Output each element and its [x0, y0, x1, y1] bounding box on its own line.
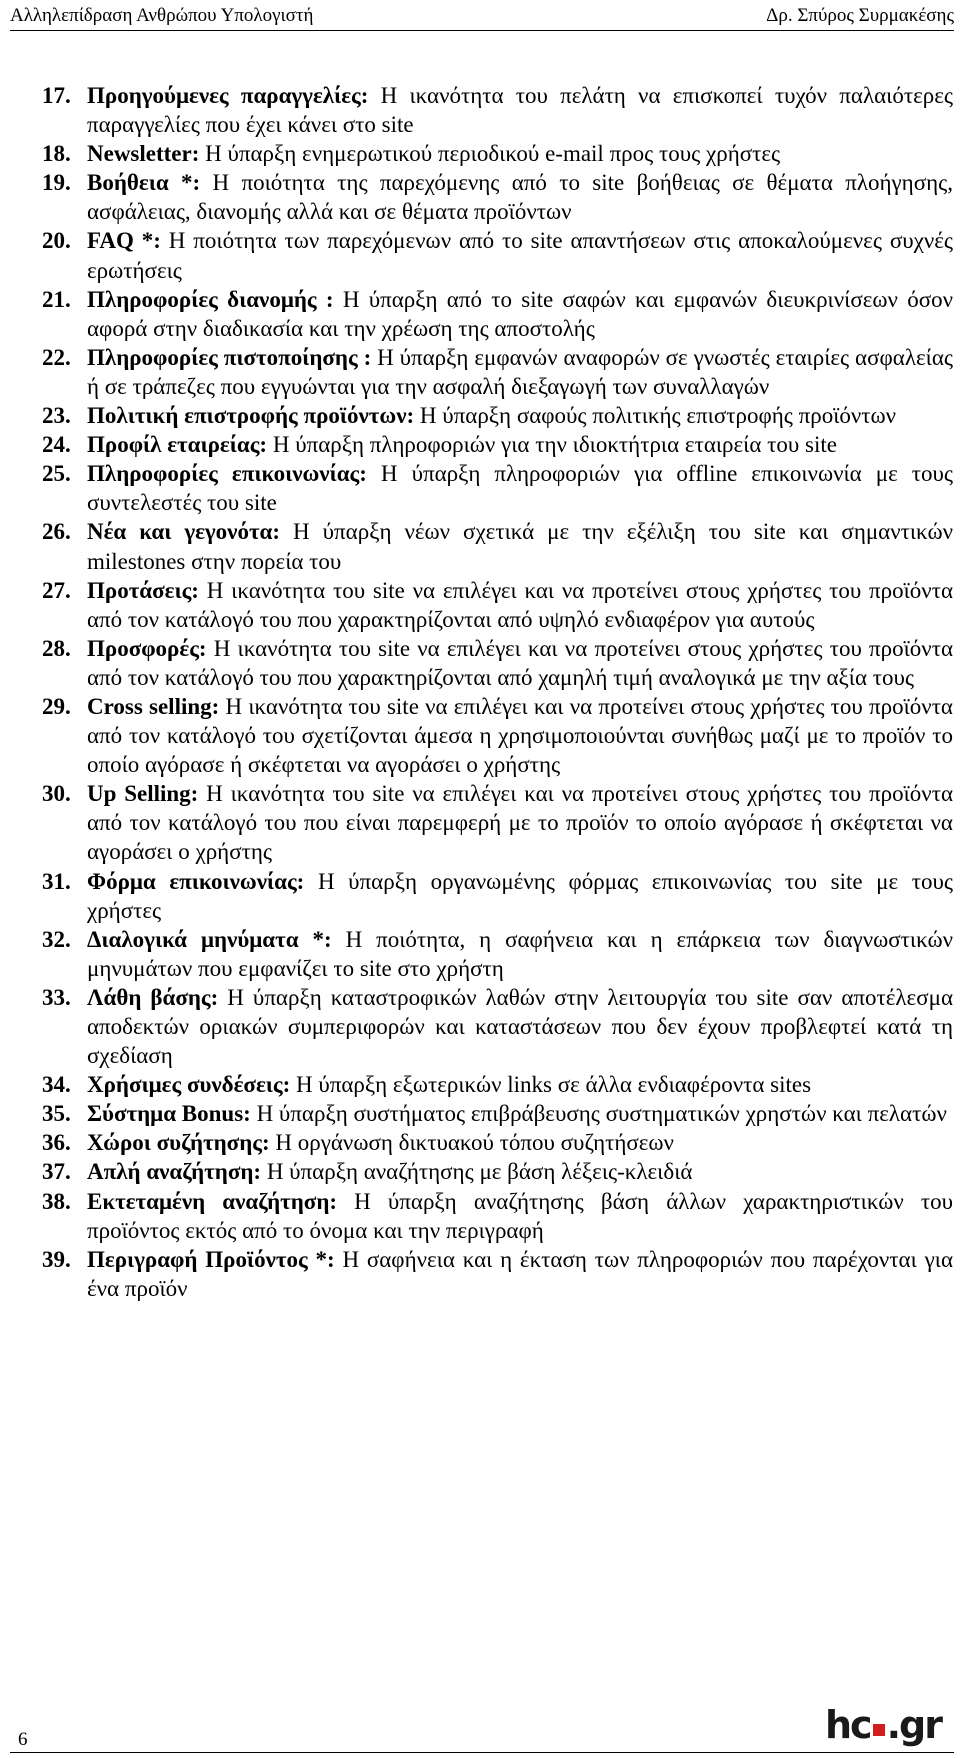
logo-text-left: hc: [825, 1703, 871, 1747]
item-description: Η ύπαρξη σαφούς πολιτικής επιστροφής προϊόντων: [414, 403, 897, 429]
item-body: [87, 779, 953, 866]
item-number: 18.: [42, 141, 71, 167]
item-number: 24.: [42, 432, 71, 458]
item-description: Η ύπαρξη ενημερωτικού περιοδικού e-mail προς τους χρήστες: [199, 141, 781, 167]
item-description: Η ύπαρξη συστήματος επιβράβευσης συστηματικών χρηστών και πελατών: [250, 1101, 947, 1127]
item-number: 37.: [42, 1159, 71, 1185]
item-body: [87, 430, 953, 459]
item-description: Η ύπαρξη νέων σχετικά με την εξέλιξη του site και σημαντικών milestones στην πορεία του: [87, 519, 953, 574]
item-term: Πληροφορίες πιστοποίησης :: [87, 344, 372, 370]
list-item: [42, 867, 953, 925]
item-term: Φόρμα επικοινωνίας:: [87, 868, 305, 894]
item-term: Χώροι συζήτησης:: [87, 1130, 270, 1156]
item-description: Η ποιότητα των παρεχόμενων από το site απαντήσεων στις αποκαλούμενες συχνές ερωτήσεις: [87, 228, 953, 283]
item-number: 38.: [42, 1188, 71, 1214]
item-term: Σύστημα Bonus:: [87, 1101, 251, 1127]
item-body: [87, 226, 953, 284]
item-term: Πληροφορίες διανομής :: [87, 286, 334, 312]
item-body: [87, 1157, 953, 1186]
list-item: [42, 576, 953, 634]
item-body: [87, 1070, 953, 1099]
item-term: Cross selling:: [87, 693, 220, 719]
item-term: FAQ *:: [87, 228, 161, 254]
list-item: [42, 139, 953, 168]
list-item: [42, 226, 953, 284]
list-item: [42, 168, 953, 226]
item-number: 19.: [42, 170, 71, 196]
item-number: 21.: [42, 286, 71, 312]
item-body: [87, 983, 953, 1070]
item-description: Η ύπαρξη εξωτερικών links σε άλλα ενδιαφέροντα sites: [290, 1072, 812, 1098]
author-name: Δρ. Σπύρος Συρμακέσης: [766, 5, 954, 26]
item-number: 17.: [42, 83, 71, 108]
item-number: 23.: [42, 403, 71, 429]
item-body: [87, 925, 953, 983]
list-item: [42, 430, 953, 459]
item-body: [87, 1187, 953, 1245]
item-number: 30.: [42, 781, 71, 807]
item-body: [87, 401, 953, 430]
item-body: [87, 1128, 953, 1157]
item-body: [87, 692, 953, 779]
item-description: Η σαφήνεια και η έκταση των πληροφοριών που παρέχονται για ένα προϊόν: [87, 1246, 953, 1301]
item-body: [87, 139, 953, 168]
item-number: 35.: [42, 1101, 71, 1127]
item-term: Διαλογικά μηνύματα *:: [87, 926, 332, 952]
item-term: Πληροφορίες επικοινωνίας:: [87, 461, 367, 487]
item-body: [87, 285, 953, 343]
item-description: Η ποιότητα, η σαφήνεια και η επάρκεια των διαγνωστικών μηνυμάτων που εμφανίζει το site στο χρήστη: [87, 926, 953, 981]
list-item: [42, 1245, 953, 1303]
item-number: 32.: [42, 926, 71, 952]
item-number: 26.: [42, 519, 71, 545]
page-number: 6: [18, 1729, 28, 1750]
item-number: 34.: [42, 1072, 71, 1098]
item-term: Up Selling:: [87, 781, 199, 807]
item-term: Βοήθεια *:: [87, 170, 201, 196]
item-term: Προτάσεις:: [87, 577, 199, 603]
list-item: [42, 401, 953, 430]
item-term: Λάθη βάσης:: [87, 984, 219, 1010]
list-item: [42, 1187, 953, 1245]
item-body: [87, 634, 953, 692]
criteria-list: [42, 81, 953, 1303]
item-description: Η ύπαρξη καταστροφικών λαθών στην λειτουργία του site σαν αποτέλεσμα αποδεκτών οριακών συμπεριφορών και καταστάσεων που δεν έχουν προβλεφτεί κατά τη σχεδίαση: [87, 984, 954, 1069]
list-item: [42, 81, 953, 139]
item-description: Η ύπαρξη αναζήτησης βάση άλλων χαρακτηριστικών του προϊόντος εκτός από το όνομα και την περιγραφή: [87, 1188, 954, 1243]
item-body: [87, 81, 953, 139]
item-description: Η ικανότητα του site να επιλέγει και να προτείνει στους χρήστες του προϊόντα από τον κατάλογό του που χαρακτηρίζονται από υψηλό ενδιαφέρον για αυτούς: [87, 577, 953, 632]
list-item: [42, 779, 953, 866]
item-description: Η οργάνωση δικτυακού τόπου συζητήσεων: [269, 1130, 674, 1156]
item-number: 36.: [42, 1130, 71, 1156]
item-number: 39.: [42, 1246, 71, 1272]
course-title: Αλληλεπίδραση Ανθρώπου Υπολογιστή: [10, 5, 314, 26]
item-description: Η ύπαρξη πληροφοριών για offline επικοινωνία με τους συντελεστές του site: [87, 461, 953, 516]
list-item: [42, 1099, 953, 1128]
list-item: [42, 1070, 953, 1099]
item-body: [87, 459, 953, 517]
item-number: 20.: [42, 228, 71, 254]
item-term: Περιγραφή Προϊόντος *:: [87, 1246, 335, 1272]
item-number: 22.: [42, 344, 71, 370]
list-item: [42, 1157, 953, 1186]
item-description: Η ικανότητα του site να επιλέγει και να προτείνει στους χρήστες του προϊόντα από τον κατάλογό του που χαρακτηρίζονται από χαμηλή τιμή αναλογικά με την αξία τους: [87, 635, 953, 690]
item-term: Νέα και γεγονότα:: [87, 519, 281, 545]
item-description: Η ύπαρξη πληροφοριών για την ιδιοκτήτρια εταιρεία του site: [267, 432, 837, 458]
item-term: Χρήσιμες συνδέσεις:: [87, 1072, 291, 1098]
item-description: Η ύπαρξη αναζήτησης με βάση λέξεις-κλειδιά: [261, 1159, 693, 1185]
item-body: [87, 343, 953, 401]
item-number: 31.: [42, 868, 71, 894]
item-body: [87, 1099, 953, 1128]
item-description: Η ύπαρξη από το site σαφών και εμφανών διευκρινίσεων όσον αφορά στην διαδικασία και την χρέωση της αποστολής: [87, 286, 953, 341]
item-description: Η ικανότητα του site να επιλέγει και να προτείνει στους χρήστες του προϊόντα από τον κατάλογό του που είναι παρεμφερή με το προϊόν το οποίο αγόρασε ή σκέφτεται να αγοράσει ο χρήστης: [87, 781, 953, 865]
footer-divider: [10, 1752, 954, 1753]
item-description: Η ύπαρξη εμφανών αναφορών σε γνωστές εταιρίες ασφαλείας ή σε τράπεζες που εγγυώνται για την ασφαλή διεξαγωγή των συναλλαγών: [87, 344, 953, 399]
item-number: 29.: [42, 693, 71, 719]
item-description: Η ύπαρξη οργανωμένης φόρμας επικοινωνίας του site με τους χρήστες: [87, 868, 953, 923]
item-term: Εκτεταμένη αναζήτηση:: [87, 1188, 338, 1214]
item-term: Newsletter:: [87, 141, 200, 167]
list-item: [42, 459, 953, 517]
item-description: Η ποιότητα της παρεχόμενης από το site βοήθειας σε θέματα πλοήγησης, ασφάλειας, διανομής αλλά και σε θέματα προϊόντων: [87, 170, 953, 225]
item-body: [87, 867, 953, 925]
logo-dot-icon: [873, 1724, 885, 1736]
item-body: [87, 1245, 953, 1303]
item-number: 25.: [42, 461, 71, 487]
logo-text-right: .gr: [886, 1703, 941, 1747]
item-term: Πολιτική επιστροφής προϊόντων:: [87, 403, 415, 429]
item-description: Η ικανότητα του site να επιλέγει και να προτείνει στους χρήστες του προϊόντα από τον κατάλογό του σχετίζονται άμεσα η χρησιμοποιούνται συνήθως μαζί με το προϊόν το οποίο αγόρασε ή σκέφτεται να αγοράσει ο χρήστης: [87, 693, 953, 778]
item-body: [87, 517, 953, 575]
list-item: [42, 517, 953, 575]
hci-gr-logo: [825, 1703, 955, 1747]
list-item: [42, 285, 953, 343]
item-term: Προσφορές:: [87, 635, 207, 661]
item-number: 27.: [42, 577, 71, 603]
item-term: Προφίλ εταιρείας:: [87, 432, 268, 458]
item-body: [87, 576, 953, 634]
item-term: Απλή αναζήτηση:: [87, 1159, 262, 1185]
item-body: [87, 168, 953, 226]
item-number: 28.: [42, 635, 71, 661]
item-number: 33.: [42, 984, 71, 1010]
list-item: [42, 925, 953, 983]
list-item: [42, 692, 953, 779]
item-description: Η ικανότητα του πελάτη να επισκοπεί τυχόν παλαιότερες παραγγελίες που έχει κάνει στο site: [87, 83, 953, 138]
list-item: [42, 1128, 953, 1157]
list-item: [42, 634, 953, 692]
item-term: Προηγούμενες παραγγελίες:: [87, 83, 369, 108]
list-item: [42, 983, 953, 1070]
page-header: [10, 4, 954, 31]
list-item: [42, 343, 953, 401]
